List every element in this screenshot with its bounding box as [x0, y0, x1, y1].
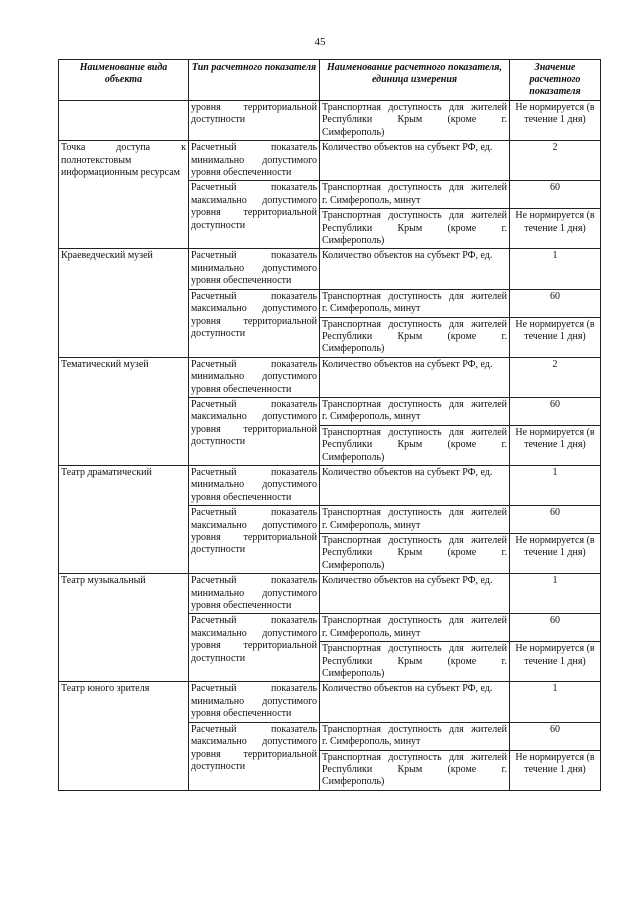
- name-line: г. Симферополь, минут: [322, 194, 421, 206]
- city-name-cell: [320, 506, 510, 534]
- name-line: Количество объектов на субъект РФ, ед.: [322, 683, 493, 695]
- name-line: г. Симферополь, минут: [322, 303, 421, 315]
- republic-value-cell: [510, 534, 601, 574]
- name-line: Республики Крым (кроме г.: [322, 655, 507, 667]
- continuation-type-cell: [189, 101, 320, 141]
- type-line: Расчетный показатель: [191, 398, 317, 410]
- type-line: минимально допустимого: [191, 479, 317, 491]
- min-type-cell: [189, 357, 320, 397]
- name-line: Симферополь): [322, 559, 385, 571]
- value-line: Не нормируется (в: [515, 210, 595, 222]
- type-line: уровня обеспеченности: [191, 167, 292, 179]
- name-line: Транспортная доступность для жителей: [322, 290, 507, 302]
- type-line: Расчетный показатель: [191, 507, 317, 519]
- name-line: Симферополь): [322, 235, 385, 247]
- type-line: доступности: [191, 327, 246, 339]
- min-value-cell: 1: [510, 574, 601, 614]
- type-line: доступности: [191, 436, 246, 448]
- max-type-cell: [189, 397, 320, 465]
- value-line: течение 1 дня): [524, 222, 586, 234]
- city-name-cell: [320, 397, 510, 425]
- object-name-cell: [59, 141, 189, 249]
- min-name-cell: [320, 141, 510, 181]
- type-line: уровня территориальной: [191, 423, 317, 435]
- type-line: максимально допустимого: [191, 303, 317, 315]
- name-line: Количество объектов на субъект РФ, ед.: [322, 466, 493, 478]
- name-line: Транспортная доступность для жителей: [322, 643, 507, 655]
- max-type-cell: [189, 289, 320, 357]
- value-line: течение 1 дня): [524, 763, 586, 775]
- type-line: Расчетный показатель: [191, 290, 317, 302]
- min-name-cell: [320, 465, 510, 505]
- object-name-cell: [59, 682, 189, 790]
- type-line: Расчетный показатель: [191, 250, 317, 262]
- object-name-line: Театр музыкальный: [61, 575, 146, 587]
- name-line: Транспортная доступность для жителей: [322, 398, 507, 410]
- republic-value-cell: [510, 642, 601, 682]
- type-line: уровня обеспеченности: [191, 600, 292, 612]
- city-value-cell: 60: [510, 506, 601, 534]
- city-name-cell: [320, 614, 510, 642]
- type-line: уровня территориальной: [191, 640, 317, 652]
- republic-value-cell: [510, 750, 601, 790]
- city-value-cell: 60: [510, 614, 601, 642]
- republic-value-cell: [510, 317, 601, 357]
- type-line: Расчетный показатель: [191, 466, 317, 478]
- city-value-cell: 60: [510, 289, 601, 317]
- type-line: доступности: [191, 652, 246, 664]
- min-name-cell: [320, 357, 510, 397]
- max-type-cell: [189, 181, 320, 249]
- object-name-line: Театр драматический: [61, 466, 152, 478]
- name-line: Транспортная доступность для жителей: [322, 723, 507, 735]
- city-value-cell: 60: [510, 397, 601, 425]
- object-name-line: Театр юного зрителя: [61, 683, 150, 695]
- name-line: Транспортная доступность для жителей: [322, 507, 507, 519]
- name-line: Транспортная доступность для жителей: [322, 102, 507, 113]
- min-type-cell: [189, 465, 320, 505]
- republic-value-cell: [510, 209, 601, 249]
- min-type-cell: [189, 574, 320, 614]
- type-line: доступности: [191, 114, 246, 126]
- type-line: максимально допустимого: [191, 411, 317, 423]
- type-line: уровня обеспеченности: [191, 383, 292, 395]
- type-line: уровня обеспеченности: [191, 491, 292, 503]
- type-line: доступности: [191, 544, 246, 556]
- header-indicator-name: Наименование расчетного показателя, единица измерения: [320, 60, 510, 101]
- type-line: минимально допустимого: [191, 695, 317, 707]
- type-line: уровня обеспеченности: [191, 275, 292, 287]
- name-line: Транспортная доступность для жителей: [322, 318, 507, 330]
- type-line: минимально допустимого: [191, 587, 317, 599]
- min-value-cell: 2: [510, 357, 601, 397]
- type-line: максимально допустимого: [191, 627, 317, 639]
- city-name-cell: [320, 181, 510, 209]
- object-name-cell: [59, 574, 189, 682]
- type-line: Расчетный показатель: [191, 615, 317, 627]
- name-line: Симферополь): [322, 451, 385, 463]
- min-value-cell: 1: [510, 682, 601, 722]
- name-line: Транспортная доступность для жителей: [322, 210, 507, 222]
- type-line: уровня территориальной: [191, 207, 317, 219]
- type-line: уровня территориальной: [191, 102, 317, 113]
- table-header-row: [59, 60, 601, 101]
- value-line: Не нормируется (в: [515, 535, 595, 546]
- name-line: Количество объектов на субъект РФ, ед.: [322, 575, 493, 587]
- min-name-cell: [320, 249, 510, 289]
- max-type-cell: [189, 614, 320, 682]
- name-line: Республики Крым (кроме г.: [322, 222, 507, 234]
- type-line: максимально допустимого: [191, 194, 317, 206]
- republic-name-cell: [320, 317, 510, 357]
- republic-name-cell: [320, 425, 510, 465]
- continuation-name-cell: [320, 101, 510, 141]
- table-row-min: [59, 465, 601, 505]
- republic-value-cell: [510, 425, 601, 465]
- name-line: Симферополь): [322, 668, 385, 680]
- object-name-line: полнотекстовым: [61, 154, 132, 166]
- name-line: Транспортная доступность для жителей: [322, 426, 507, 438]
- value-line: Не нормируется (в: [515, 643, 595, 655]
- name-line: Количество объектов на субъект РФ, ед.: [322, 250, 493, 262]
- city-name-cell: [320, 722, 510, 750]
- value-line: Не нормируется (в: [515, 426, 595, 438]
- header-indicator-type: Тип расчетного показателя: [189, 60, 320, 101]
- name-line: г. Симферополь, минут: [322, 736, 421, 748]
- type-line: доступности: [191, 760, 246, 772]
- type-line: максимально допустимого: [191, 519, 317, 531]
- value-line: Не нормируется (в: [515, 751, 595, 763]
- min-value-cell: 2: [510, 141, 601, 181]
- type-line: уровня обеспеченности: [191, 708, 292, 720]
- name-line: Республики Крым (кроме г.: [322, 114, 507, 126]
- min-type-cell: [189, 141, 320, 181]
- header-object-type: Наименование вида объекта: [59, 60, 189, 101]
- republic-name-cell: [320, 534, 510, 574]
- min-type-cell: [189, 249, 320, 289]
- continuation-row: [59, 101, 601, 141]
- type-line: уровня территориальной: [191, 748, 317, 760]
- object-name-line: Тематический музей: [61, 358, 149, 370]
- object-name-cell: [59, 465, 189, 573]
- object-name-cell: [59, 357, 189, 465]
- city-name-cell: [320, 289, 510, 317]
- min-value-cell: 1: [510, 249, 601, 289]
- table-row-min: [59, 249, 601, 289]
- min-name-cell: [320, 574, 510, 614]
- name-line: Транспортная доступность для жителей: [322, 751, 507, 763]
- table-row-min: [59, 357, 601, 397]
- type-line: минимально допустимого: [191, 371, 317, 383]
- value-line: течение 1 дня): [524, 439, 586, 451]
- type-line: Расчетный показатель: [191, 575, 317, 587]
- name-line: Республики Крым (кроме г.: [322, 330, 507, 342]
- name-line: г. Симферополь, минут: [322, 627, 421, 639]
- type-line: минимально допустимого: [191, 262, 317, 274]
- name-line: Симферополь): [322, 776, 385, 788]
- name-line: Транспортная доступность для жителей: [322, 615, 507, 627]
- republic-name-cell: [320, 750, 510, 790]
- value-line: Не нормируется (в: [515, 318, 595, 330]
- name-line: Симферополь): [322, 126, 385, 138]
- name-line: Количество объектов на субъект РФ, ед.: [322, 142, 493, 154]
- type-line: максимально допустимого: [191, 736, 317, 748]
- min-type-cell: [189, 682, 320, 722]
- name-line: г. Симферополь, минут: [322, 411, 421, 423]
- name-line: г. Симферополь, минут: [322, 519, 421, 531]
- type-line: Расчетный показатель: [191, 142, 317, 154]
- type-line: уровня территориальной: [191, 315, 317, 327]
- indicators-table: [58, 59, 601, 791]
- object-name-cell: [59, 249, 189, 357]
- table-row-min: [59, 574, 601, 614]
- name-line: Транспортная доступность для жителей: [322, 182, 507, 194]
- name-line: Симферополь): [322, 343, 385, 355]
- type-line: Расчетный показатель: [191, 723, 317, 735]
- type-line: уровня территориальной: [191, 532, 317, 543]
- value-line: течение 1 дня): [524, 330, 586, 342]
- min-value-cell: 1: [510, 465, 601, 505]
- continuation-object-cell: [59, 101, 189, 141]
- type-line: доступности: [191, 219, 246, 231]
- name-line: Республики Крым (кроме г.: [322, 763, 507, 775]
- header-indicator-value: Значение расчетного показателя: [510, 60, 601, 101]
- name-line: Республики Крым (кроме г.: [322, 439, 507, 451]
- republic-name-cell: [320, 209, 510, 249]
- continuation-value-cell: [510, 101, 601, 141]
- type-line: минимально допустимого: [191, 154, 317, 166]
- table-row-min: [59, 141, 601, 181]
- value-line: течение 1 дня): [524, 655, 586, 667]
- object-name-line: Краеведческий музей: [61, 250, 153, 262]
- name-line: Количество объектов на субъект РФ, ед.: [322, 358, 493, 370]
- value-line: течение 1 дня): [524, 547, 586, 559]
- name-line: Республики Крым (кроме г.: [322, 547, 507, 559]
- city-value-cell: 60: [510, 722, 601, 750]
- city-value-cell: 60: [510, 181, 601, 209]
- min-name-cell: [320, 682, 510, 722]
- object-name-line: Точка доступа к: [61, 142, 186, 154]
- republic-name-cell: [320, 642, 510, 682]
- table-row-min: [59, 682, 601, 722]
- type-line: Расчетный показатель: [191, 358, 317, 370]
- object-name-line: информационным ресурсам: [61, 167, 181, 179]
- value-line: течение 1 дня): [524, 114, 586, 126]
- max-type-cell: [189, 506, 320, 574]
- type-line: Расчетный показатель: [191, 683, 317, 695]
- value-line: Не нормируется (в: [515, 102, 595, 113]
- name-line: Транспортная доступность для жителей: [322, 535, 507, 546]
- max-type-cell: [189, 722, 320, 790]
- type-line: Расчетный показатель: [191, 182, 317, 194]
- page-number: 45: [314, 36, 326, 48]
